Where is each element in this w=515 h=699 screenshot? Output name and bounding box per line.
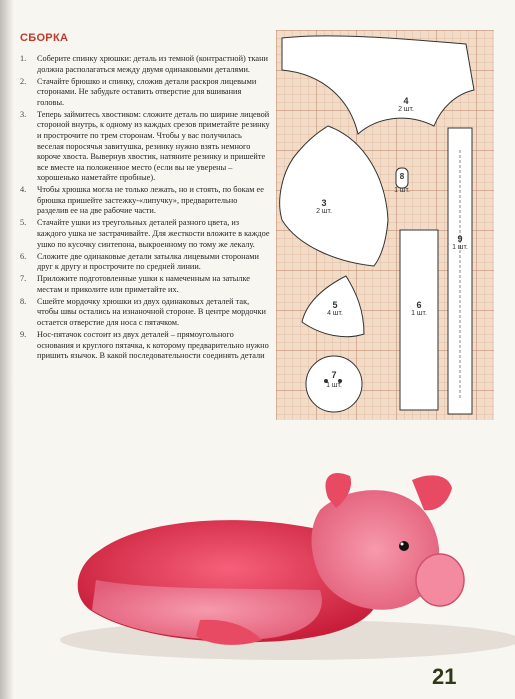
pattern-piece-3 [280,126,388,266]
step-item [18,252,270,273]
step-text: Стачайте брюшко и спинку, сложив детали раскроя лицевыми сторонами. Не забудьте оставить отверстие для вшивания головы. [37,76,257,107]
pattern-label-9: 9 1 шт. [452,234,468,251]
pattern-pieces-drawing [276,30,494,420]
step-text: Сшейте мордочку хрюшки из двух одинаковых деталей так, чтобы швы остались на изнаночной стороне. В центре мордочки остается отверстие для носа с пятачком. [37,296,266,327]
page-number: 21 [432,664,457,689]
pattern-label-4: 4 2 шт. [398,96,414,113]
step-number: 5. [20,218,27,228]
pattern-label-6: 6 1 шт. [411,300,427,317]
sewing-pattern-grid [276,30,494,420]
step-text: Чтобы хрюшка могла не только лежать, но и стоять, по бокам ее брюшка пришейте застежку-«липучку», предварительно разделив ее на две рабочие части. [37,185,264,216]
pig-eye-highlight [401,543,404,546]
step-number: 3. [20,109,27,119]
step-text: Нос-пятачок состоит из двух деталей – прямоугольного основания и круглого пятачка, к которому предварительно нужно пришить язычок. В какой последовательности соединять детали [37,329,269,361]
pattern-label-8: 8 1 шт. [394,172,410,194]
step-text: Теперь займитесь хвостиком: сложите деталь по ширине лицевой стороной внутрь, к одному из каждых срезов приметайте резинку и прострочите по трем сторонам. Чтобы у вас получилась веселая поросячья завитушка, резинку нужно взять немного короче хвоста. Вывернув хвостик, натяните резинку и пришейте все вместе на положенное место (если вы не уверены – хорошенько наметайте пробные). [37,109,270,183]
pig-snout [416,554,464,606]
step-number: 9. [20,329,27,339]
step-item [18,185,270,217]
step-number: 8. [20,296,27,306]
pattern-label-3: 3 2 шт. [316,198,332,215]
step-item [18,297,270,329]
step-text: Стачайте ушки из треугольных деталей разного цвета, из каждого ушка не застрачивайте. Для жесткости вложите в каждое ушко по кусочку синтепона, выкроенному по тому же лекалу. [37,218,270,249]
step-number: 6. [20,251,27,261]
pig-eye [399,541,409,551]
step-number: 4. [20,185,27,195]
step-item [18,110,270,184]
section-heading: СБОРКА [20,32,69,44]
pattern-label-7: 7 1 шт. [326,370,342,389]
step-item [18,218,270,250]
step-item [18,54,270,75]
step-text: Приложите подготовленные ушки к намеченным на затылке местам и приколите или приметайте их. [37,274,250,294]
pattern-piece-4 [282,36,474,134]
step-text: Соберите спинку хрюшки: деталь из темной (контрастной) ткани должна располагаться между двумя одинаковыми деталями. [37,54,268,74]
step-number: 7. [20,274,27,284]
step-item [18,77,270,109]
step-text: Сложите две одинаковые детали затылка лицевыми сторонами друг к другу и прострочите по средней линии. [37,251,259,272]
assembly-steps [18,54,270,363]
step-item [18,330,270,362]
step-item [18,274,270,295]
pattern-label-5: 5 4 шт. [327,300,343,317]
step-number: 1. [20,54,27,63]
step-number: 2. [20,76,27,86]
pattern-piece-6 [400,230,438,410]
